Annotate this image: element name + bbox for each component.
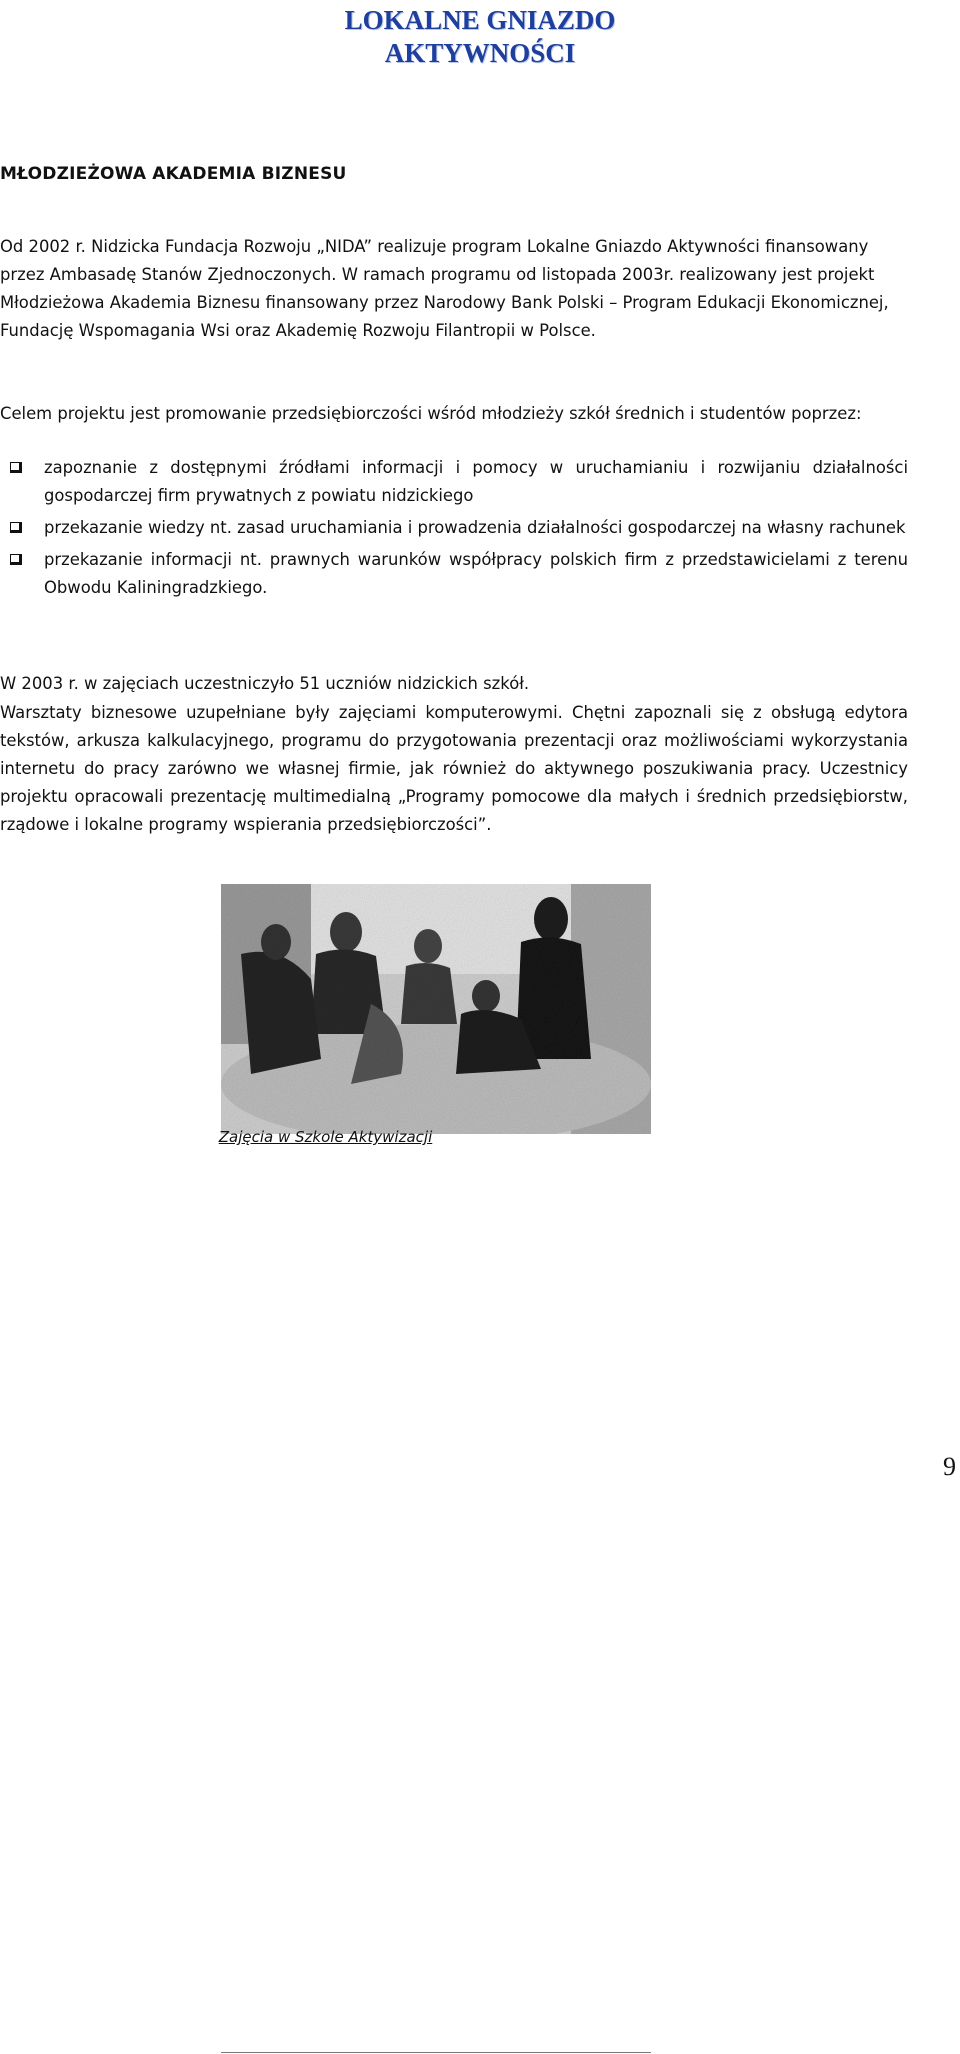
checkbox-bullet-icon	[10, 554, 22, 565]
page-title	[240, 4, 720, 70]
page-number: 9	[943, 1452, 956, 1481]
checkbox-bullet-icon	[10, 462, 22, 473]
section-heading: MŁODZIEŻOWA AKADEMIA BIZNESU	[0, 164, 347, 184]
workshops-paragraph: Warsztaty biznesowe uzupełniane były zajęciami komputerowymi. Chętni zapoznali się z obsługą edytora tekstów, arkusza kalkulacyjnego, programu do przygotowania prezentacji oraz możliwościami wykorzystania internetu do pracy zarówno we własnej firmie, jak również do aktywnego poszukiwania pracy. Uczestnicy projektu opracowali prezentację multimedialną „Programy pomocowe dla małych i średnich przedsiębiorstw, rządowe i lokalne programy wspierania przedsiębiorczości”.	[0, 703, 908, 834]
participants-paragraph: W 2003 r. w zajęciach uczestniczyło 51 uczniów nidzickich szkół.	[0, 674, 530, 693]
goal-list	[0, 454, 908, 606]
list-item	[0, 454, 908, 510]
list-item	[0, 514, 908, 542]
goal-paragraph: Celem projektu jest promowanie przedsiębiorczości wśród młodzieży szkół średnich i studentów poprzez:	[0, 404, 862, 423]
photo-caption	[0, 1128, 651, 1146]
photo-figure	[218, 884, 651, 1169]
list-item-text: przekazanie wiedzy nt. zasad uruchamiania i prowadzenia działalności gospodarczej na własny rachunek	[44, 518, 906, 537]
photo-caption-text: Zajęcia w Szkole Aktywizacji	[218, 1128, 433, 1146]
page-title-line-2: AKTYWNOŚCI	[384, 38, 576, 68]
list-item	[0, 546, 908, 602]
intro-paragraph: Od 2002 r. Nidzicka Fundacja Rozwoju „NIDA” realizuje program Lokalne Gniazdo Aktywności finansowany przez Ambasadę Stanów Zjednoczonych. W ramach programu od listopada 2003r. realizowany jest projekt Młodzieżowa Akademia Biznesu finansowany przez Narodowy Bank Polski – Program Edukacji Ekonomicznej, Fundację Wspomagania Wsi oraz Akademię Rozwoju Filantropii w Polsce.	[0, 237, 889, 340]
list-item-text: przekazanie informacji nt. prawnych warunków współpracy polskich firm z przedstawicielami z terenu Obwodu Kaliningradzkiego.	[44, 550, 908, 597]
group-photo	[221, 884, 651, 1134]
checkbox-bullet-icon	[10, 522, 22, 533]
page-title-line-1: LOKALNE GNIAZDO	[344, 5, 616, 35]
list-item-text: zapoznanie z dostępnymi źródłami informacji i pomocy w uruchamianiu i rozwijaniu działalności gospodarczej firm prywatnych z powiatu nidzickiego	[44, 458, 908, 505]
